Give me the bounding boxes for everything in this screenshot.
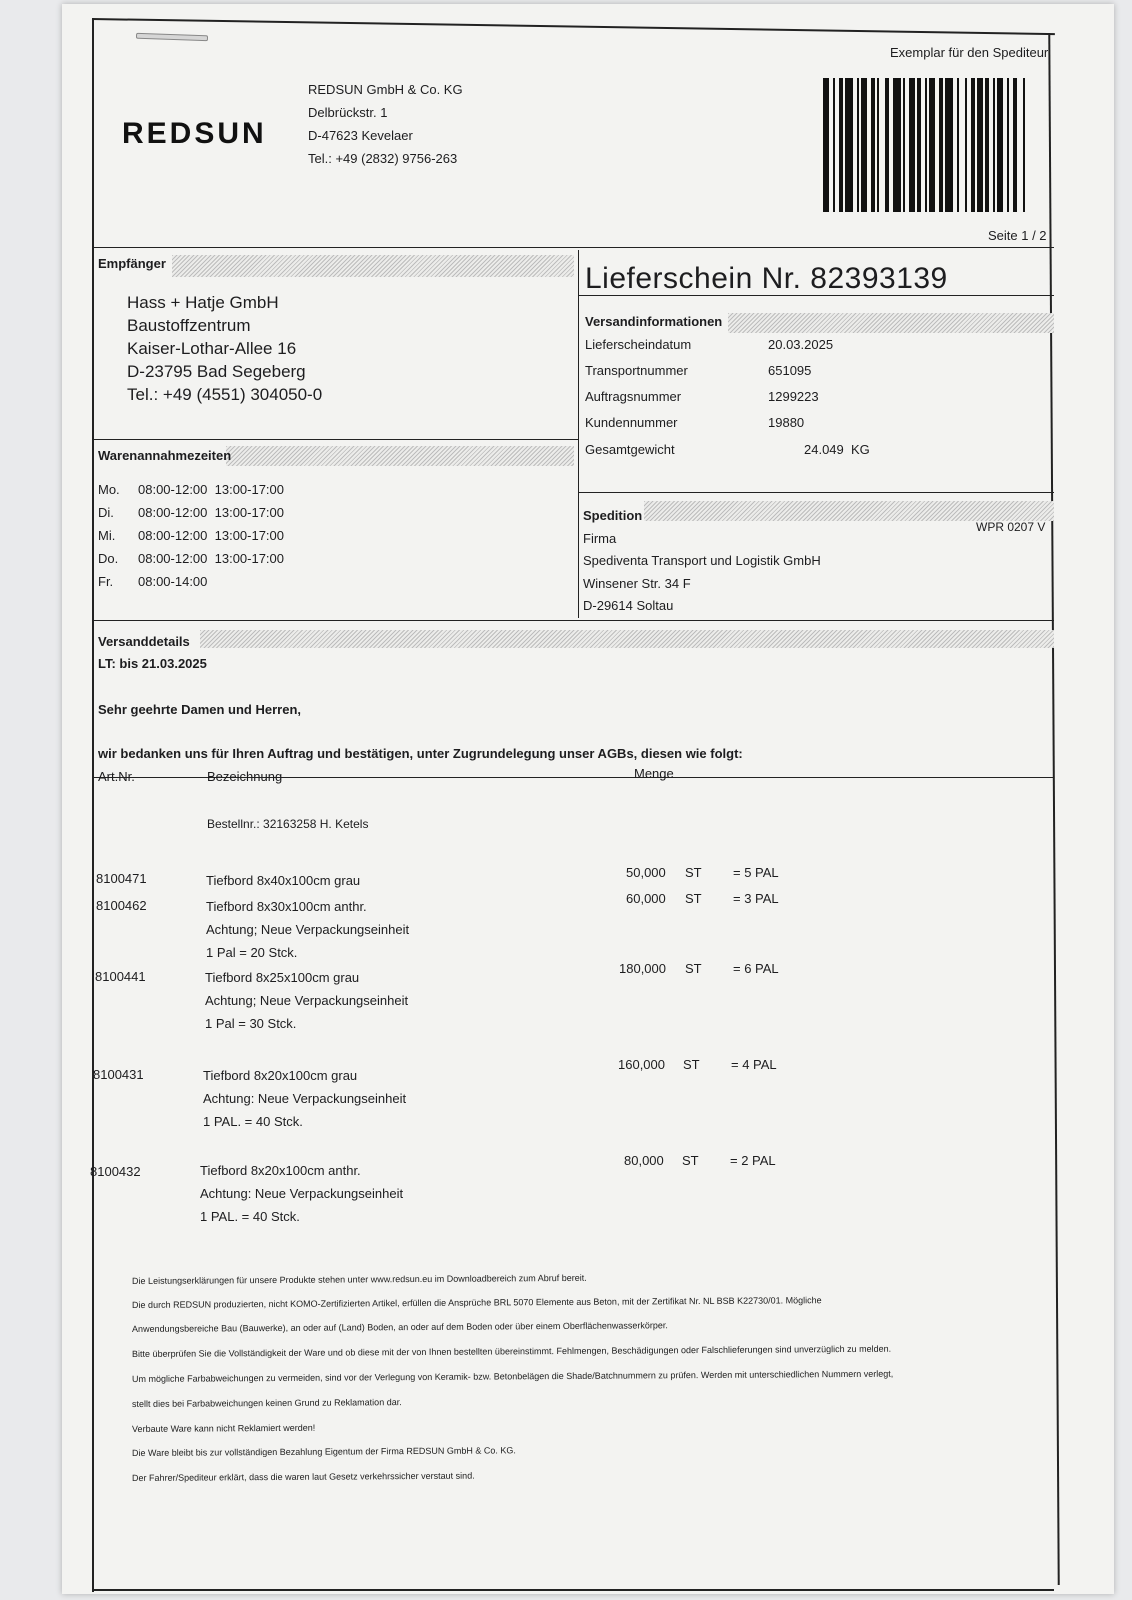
item-pallets: = 3 PAL bbox=[733, 891, 779, 906]
item-art-nr: 8100432 bbox=[90, 1164, 141, 1179]
legal-line: Die durch REDSUN produzierten, nicht KOMO-Zertifizierten Artikel, erfüllen die Ansprüche BRL 5070 Elemente aus Beton, mit der Zertifikat Nr. NL BSB K22730/01. Mögliche bbox=[132, 1295, 822, 1310]
field-weight-value: 24.049 KG bbox=[804, 442, 870, 457]
barcode-bar bbox=[845, 78, 853, 212]
item-qty: 60,000 bbox=[626, 891, 666, 906]
barcode-bar bbox=[945, 78, 953, 212]
company-address bbox=[308, 78, 463, 170]
item-description: Tiefbord 8x20x100cm grau Achtung: Neue Verpackungseinheit 1 PAL. = 40 Stck. bbox=[203, 1068, 407, 1129]
field-customer-label: Kundennummer bbox=[585, 415, 678, 430]
details-title: Versanddetails bbox=[98, 634, 190, 649]
item-description: Tiefbord 8x30x100cm anthr. Achtung; Neue Verpackungseinheit 1 Pal = 20 Stck. bbox=[206, 899, 410, 960]
item-pallets: = 5 PAL bbox=[733, 865, 779, 880]
carrier-line: Firma bbox=[583, 531, 617, 546]
recipient-line: Tel.: +49 (4551) 304050-0 bbox=[127, 385, 323, 404]
recipient-title: Empfänger bbox=[98, 256, 166, 271]
hours-time: 08:00-12:00 13:00-17:00 bbox=[138, 528, 285, 543]
field-weight-label: Gesamtgewicht bbox=[585, 442, 675, 457]
recipient-hatch bbox=[172, 255, 574, 277]
recipient-line: Baustoffzentrum bbox=[127, 316, 251, 335]
item-unit: ST bbox=[682, 1153, 699, 1168]
field-customer-value: 19880 bbox=[768, 415, 805, 430]
legal-line: Bitte überprüfen Sie die Vollständigkeit der Ware und ob diese mit der von Ihnen bestellten übereinstimmt. Fehlmengen, Beschädigungen oder Falschlieferungen sind unverzüglich zu melden. bbox=[132, 1343, 892, 1359]
barcode-bar bbox=[893, 78, 901, 212]
item-art-nr: 8100462 bbox=[96, 898, 147, 913]
recipient-address bbox=[127, 291, 322, 406]
company-street: Delbrückstr. 1 bbox=[308, 105, 388, 120]
shipping-divider bbox=[578, 492, 1054, 493]
hours-day: Do. bbox=[98, 551, 119, 566]
carrier-hatch bbox=[644, 501, 1054, 521]
field-transport-label: Transportnummer bbox=[585, 363, 688, 378]
hours-time: 08:00-12:00 13:00-17:00 bbox=[138, 482, 285, 497]
company-phone: Tel.: +49 (2832) 9756-263 bbox=[308, 151, 458, 166]
item-art-nr: 8100431 bbox=[93, 1067, 144, 1082]
item-description: Tiefbord 8x25x100cm grau Achtung; Neue Verpackungseinheit 1 Pal = 30 Stck. bbox=[205, 970, 409, 1031]
recipient-line: D-23795 Bad Segeberg bbox=[127, 362, 306, 381]
hours-day: Mo. bbox=[98, 482, 120, 497]
legal-line: Verbaute Ware kann nicht Reklamiert werden! bbox=[132, 1422, 316, 1434]
item-unit: ST bbox=[685, 891, 702, 906]
details-divider bbox=[92, 620, 1054, 621]
legal-line: stellt dies bei Farbabweichungen keinen Grund zu Reklamation dar. bbox=[132, 1397, 402, 1409]
greeting: Sehr geehrte Damen und Herren, bbox=[98, 702, 301, 717]
hours-day: Di. bbox=[98, 505, 114, 520]
item-qty: 160,000 bbox=[618, 1057, 665, 1072]
shipping-info-title: Versandinformationen bbox=[585, 314, 723, 329]
page-number: Seite 1 / 2 bbox=[988, 228, 1047, 243]
hours-day: Mi. bbox=[98, 528, 116, 543]
item-unit: ST bbox=[685, 961, 702, 976]
legal-line: Der Fahrer/Spediteur erklärt, dass die waren laut Gesetz verkehrssicher verstaut sind. bbox=[132, 1470, 475, 1483]
order-reference: Bestellnr.: 32163258 H. Ketels bbox=[207, 817, 369, 831]
shipping-hatch bbox=[728, 313, 1054, 333]
delivery-deadline: LT: bis 21.03.2025 bbox=[98, 656, 207, 671]
recipient-line: Kaiser-Lothar-Allee 16 bbox=[127, 339, 297, 358]
left-border bbox=[92, 18, 94, 1592]
bottom-border bbox=[92, 1589, 1054, 1591]
field-date-value: 20.03.2025 bbox=[768, 337, 834, 352]
item-unit: ST bbox=[685, 865, 702, 880]
field-order-label: Auftragsnummer bbox=[585, 389, 682, 404]
carrier-line: Spediventa Transport und Logistik GmbH bbox=[583, 553, 821, 568]
field-order-value: 1299223 bbox=[768, 389, 819, 404]
legal-line: Anwendungsbereiche Bau (Bauwerke), an oder auf (Land) Boden, an oder auf dem Boden oder über einem Oberflächenwasserkörper. bbox=[132, 1320, 668, 1334]
header-divider bbox=[92, 247, 1054, 248]
column-art-nr: Art.Nr. bbox=[98, 769, 135, 784]
column-divider bbox=[578, 250, 579, 618]
carrier-code: WPR 0207 V bbox=[976, 520, 1046, 534]
item-qty: 80,000 bbox=[624, 1153, 664, 1168]
item-pallets: = 4 PAL bbox=[731, 1057, 777, 1072]
intro-text: wir bedanken uns für Ihren Auftrag und bestätigen, unter Zugrundelegung unser AGBs, diesen wie folgt: bbox=[98, 746, 743, 761]
field-date-label: Lieferscheindatum bbox=[585, 337, 692, 352]
delivery-note-title: Lieferschein Nr. 82393139 bbox=[585, 262, 948, 295]
redsun-logo: REDSUN bbox=[122, 117, 267, 150]
barcode bbox=[823, 78, 1027, 212]
item-pallets: = 6 PAL bbox=[733, 961, 779, 976]
company-city: D-47623 Kevelaer bbox=[308, 128, 413, 143]
column-description: Bezeichnung bbox=[207, 769, 283, 784]
hours-title: Warenannahmezeiten bbox=[98, 448, 232, 463]
carrier-line: D-29614 Soltau bbox=[583, 598, 674, 613]
item-unit: ST bbox=[683, 1057, 700, 1072]
item-qty: 180,000 bbox=[619, 961, 666, 976]
hours-day: Fr. bbox=[98, 574, 114, 589]
recipient-divider bbox=[92, 439, 578, 440]
hours-time: 08:00-12:00 13:00-17:00 bbox=[138, 505, 285, 520]
carrier-title: Spedition bbox=[583, 508, 643, 523]
hours-time: 08:00-12:00 13:00-17:00 bbox=[138, 551, 285, 566]
item-pallets: = 2 PAL bbox=[730, 1153, 776, 1168]
details-hatch bbox=[200, 630, 1054, 648]
hours-hatch bbox=[226, 446, 574, 466]
hours-time: 08:00-14:00 bbox=[138, 574, 208, 589]
legal-line: Die Ware bleibt bis zur vollständigen Bezahlung Eigentum der Firma REDSUN GmbH & Co. KG. bbox=[132, 1445, 516, 1458]
barcode-bar bbox=[1025, 78, 1027, 212]
legal-line: Die Leistungserklärungen für unsere Produkte stehen unter www.redsun.eu im Downloadbereich zum Abruf bereit. bbox=[132, 1272, 587, 1286]
item-qty: 50,000 bbox=[626, 865, 666, 880]
item-art-nr: 8100471 bbox=[96, 871, 147, 886]
item-art-nr: 8100441 bbox=[95, 969, 146, 984]
column-quantity: Menge bbox=[634, 766, 674, 781]
recipient-line: Hass + Hatje GmbH bbox=[127, 293, 279, 312]
exemplar-note: Exemplar für den Spediteur bbox=[890, 45, 1049, 60]
field-transport-value: 651095 bbox=[768, 363, 812, 378]
item-description: Tiefbord 8x20x100cm anthr. Achtung: Neue Verpackungseinheit 1 PAL. = 40 Stck. bbox=[200, 1163, 404, 1224]
carrier-line: Winsener Str. 34 F bbox=[583, 576, 691, 591]
company-name: REDSUN GmbH & Co. KG bbox=[308, 82, 463, 97]
legal-line: Um mögliche Farbabweichungen zu vermeiden, sind vor der Verlegung von Keramik- bzw. Betonbelägen die Shade/Batchnummern zu prüfen. Werden mit unterschiedlichen Nummern verlegt, bbox=[132, 1368, 894, 1384]
item-description: Tiefbord 8x40x100cm grau bbox=[206, 873, 361, 888]
